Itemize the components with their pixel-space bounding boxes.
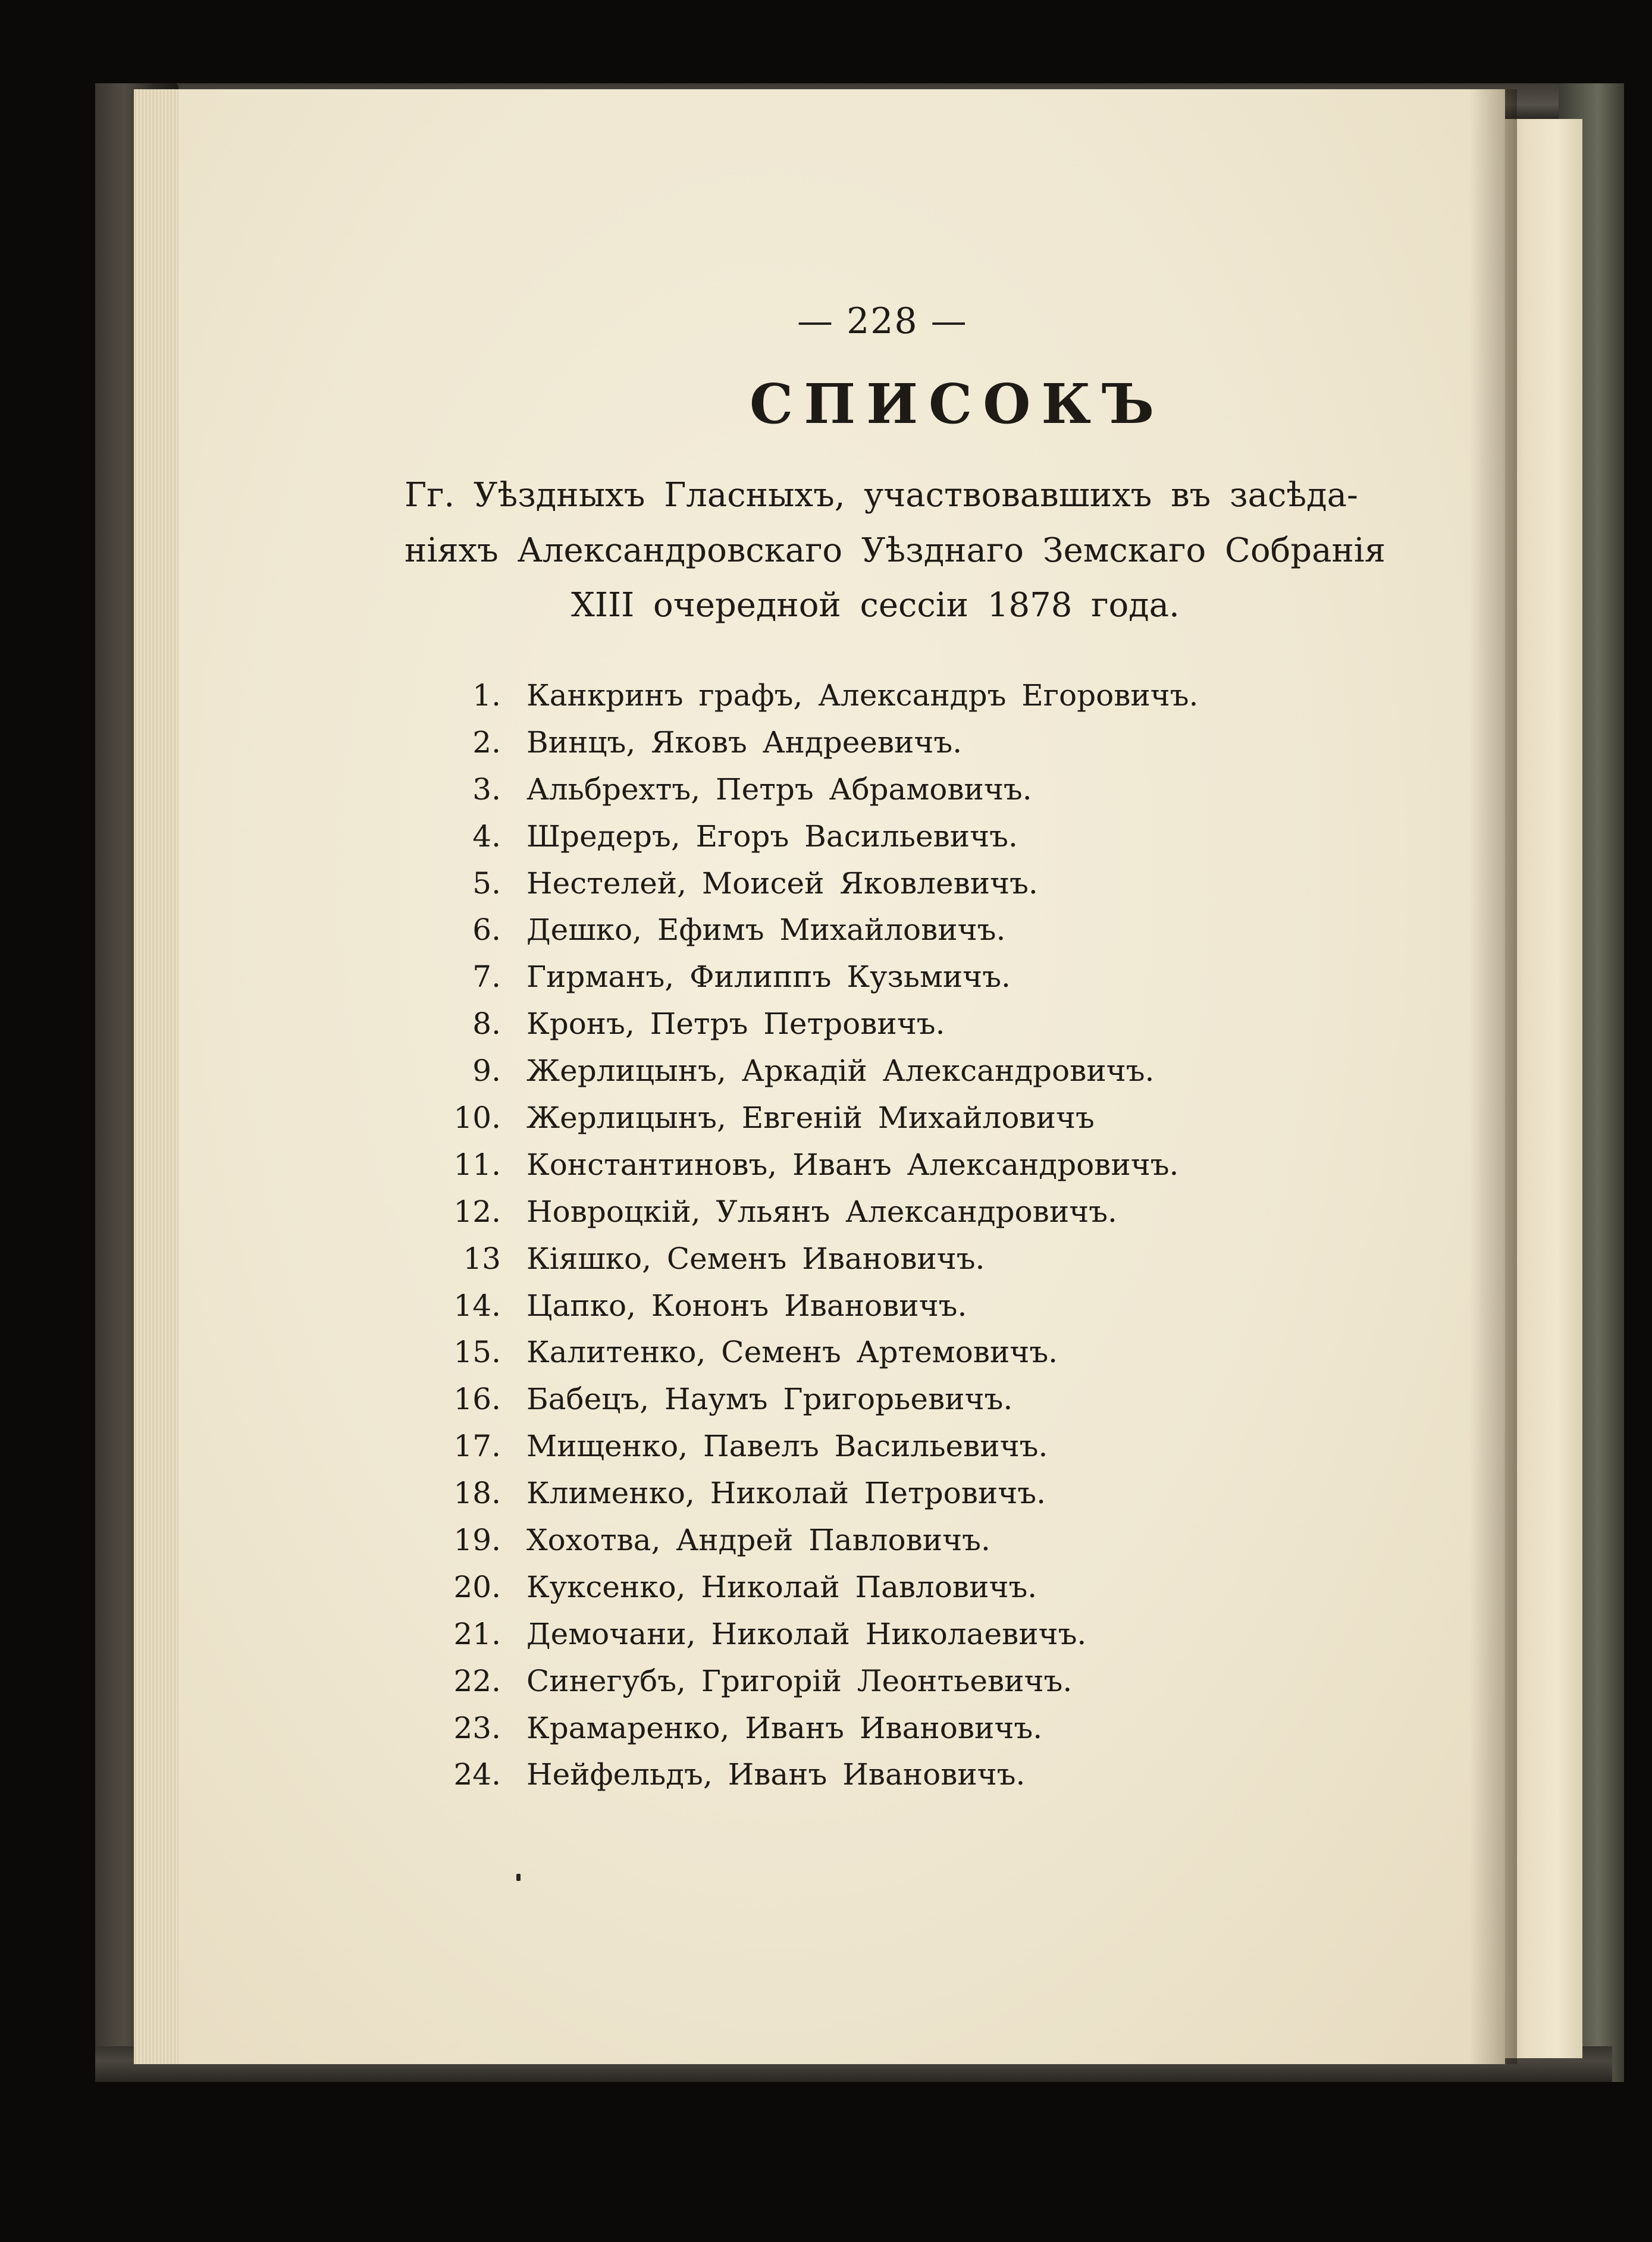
item-number: 7.	[472, 959, 501, 995]
item-number: 21.	[453, 1616, 501, 1651]
item-number: 4.	[472, 819, 501, 854]
item-name: Хохотва, Андрей Павловичъ.	[526, 1523, 990, 1558]
item-number: 18.	[453, 1476, 501, 1511]
item-number: 11.	[453, 1147, 501, 1182]
item-number: 23.	[453, 1710, 501, 1745]
item-name: Калитенко, Семенъ Артемовичъ.	[526, 1335, 1058, 1370]
item-name: Жерлицынъ, Аркадій Александровичъ.	[526, 1053, 1155, 1089]
item-name: Мищенко, Павелъ Васильевичъ.	[526, 1429, 1048, 1464]
item-name: Крамаренко, Иванъ Ивановичъ.	[526, 1710, 1043, 1745]
item-number: 15.	[453, 1335, 501, 1370]
item-number: 8.	[472, 1006, 501, 1042]
item-number: 16.	[453, 1382, 501, 1417]
item-name: Демочани, Николай Николаевичъ.	[526, 1616, 1087, 1651]
page-number: — 228 —	[797, 300, 968, 342]
item-number: 14.	[453, 1288, 501, 1323]
item-name: Нейфельдъ, Иванъ Ивановичъ.	[526, 1757, 1026, 1792]
item-number: 13	[463, 1241, 501, 1276]
item-number: 10.	[453, 1100, 501, 1136]
item-number: 24.	[453, 1757, 501, 1792]
item-name: Куксенко, Николай Павловичъ.	[526, 1569, 1037, 1604]
item-number: 12.	[453, 1194, 501, 1229]
item-number: 5.	[472, 866, 501, 901]
item-name: Цапко, Кононъ Ивановичъ.	[526, 1288, 967, 1323]
item-name: Новроцкій, Ульянъ Александровичъ.	[526, 1194, 1117, 1229]
item-name: Нестелей, Моисей Яковлевичъ.	[526, 866, 1038, 901]
item-name: Клименко, Николай Петровичъ.	[526, 1476, 1046, 1511]
item-name: Синегубъ, Григорій Леонтьевичъ.	[526, 1663, 1073, 1698]
item-name: Гирманъ, Филиппъ Кузьмичъ.	[526, 959, 1011, 995]
item-name: Константиновъ, Иванъ Александровичъ.	[526, 1147, 1179, 1182]
item-number: 3.	[472, 772, 501, 807]
item-name: Канкринъ графъ, Александръ Егоровичъ.	[526, 678, 1199, 713]
item-name: Кронъ, Петръ Петровичъ.	[526, 1006, 945, 1042]
item-name: Шредеръ, Егоръ Васильевичъ.	[526, 819, 1018, 854]
item-number: 17.	[453, 1429, 501, 1464]
item-name: Бабецъ, Наумъ Григорьевичъ.	[526, 1382, 1013, 1417]
item-name: Винцъ, Яковъ Андреевичъ.	[526, 725, 963, 760]
item-number: 2.	[472, 725, 501, 760]
heading-line-1: Гг. Уѣздныхъ Гласныхъ, участвовавшихъ въ засѣда-	[405, 476, 1358, 515]
heading-line-2: ніяхъ Александровскаго Уѣзднаго Земскаго Собранія	[405, 531, 1386, 570]
heading-line-3: XIII очередной сессіи 1878 года.	[571, 586, 1180, 625]
item-number: 9.	[472, 1053, 501, 1089]
item-number: 20.	[453, 1569, 501, 1604]
item-name: Альбрехтъ, Петръ Абрамовичъ.	[526, 772, 1032, 807]
item-name: Кіяшко, Семенъ Ивановичъ.	[526, 1241, 985, 1276]
item-name: Жерлицынъ, Евгеній Михайловичъ	[526, 1100, 1095, 1136]
item-number: 6.	[472, 913, 501, 948]
item-name: Дешко, Ефимъ Михайловичъ.	[526, 913, 1006, 948]
item-number: 19.	[453, 1523, 501, 1558]
gutter-shadow	[1469, 89, 1517, 2064]
ink-speck	[516, 1874, 521, 1881]
item-number: 1.	[472, 678, 501, 713]
item-number: 22.	[453, 1663, 501, 1698]
page-title: СПИСОКЪ	[750, 372, 1165, 436]
